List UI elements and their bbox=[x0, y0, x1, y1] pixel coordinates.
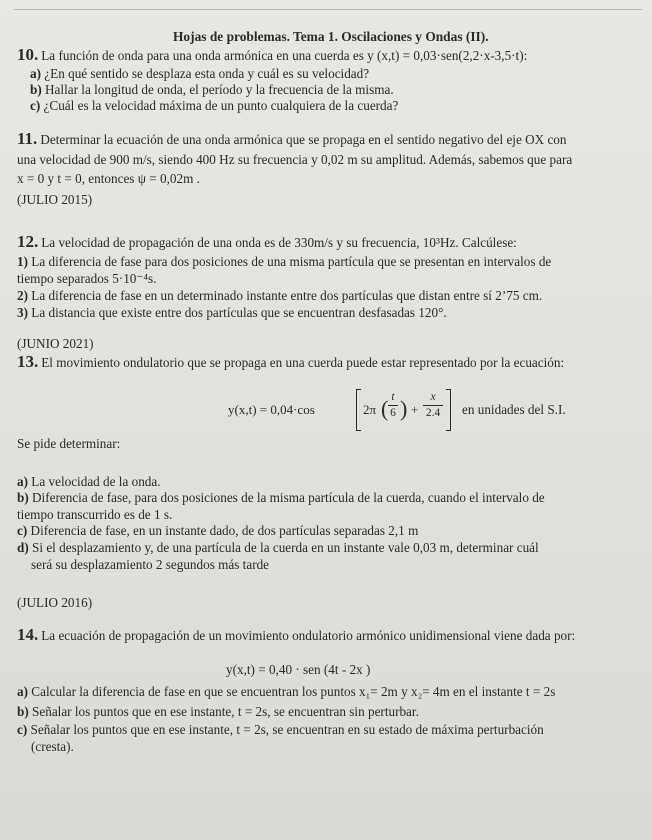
problem-13-a: a) La velocidad de la onda. bbox=[17, 474, 161, 489]
problem-14-b: b) Señalar los puntos que en ese instante, t = 2s, se encuentran sin perturbar. bbox=[17, 704, 419, 719]
problem-12-s3: 3) La distancia que existe entre dos partículas que se encuentran desfasadas 120°. bbox=[17, 305, 447, 320]
problem-10-c: c) ¿Cuál es la velocidad máxima de un punto cualquiera de la cuerda? bbox=[30, 98, 399, 113]
problem-14-c2: (cresta). bbox=[31, 739, 74, 754]
problem-13-ask: Se pide determinar: bbox=[17, 436, 121, 451]
problem-13-tag: (JULIO 2016) bbox=[17, 595, 93, 610]
eq-paren-close: ) bbox=[400, 396, 408, 421]
eq-close-bracket bbox=[446, 389, 451, 431]
problem-13-c: c) Diferencia de fase, en un instante dado, de dos partículas separadas 2,1 m bbox=[17, 523, 419, 538]
problem-12-statement: 12. La velocidad de propagación de una onda es de 330m/s y su frecuencia, 10³Hz. Calcúlese: bbox=[17, 232, 517, 251]
problem-14-number: 14. bbox=[17, 625, 39, 644]
problem-11-tag: (JULIO 2015) bbox=[17, 192, 93, 207]
problem-11-line2: una velocidad de 900 m/s, siendo 400 Hz su frecuencia y 0,02 m su amplitud. Además, sabemos que para bbox=[17, 152, 573, 167]
problem-14-statement: 14. La ecuación de propagación de un movimiento ondulatorio armónico unidimensional viene dada por: bbox=[17, 625, 576, 644]
problem-13-b2: tiempo transcurrido es de 1 s. bbox=[17, 507, 173, 522]
problem-12-s1a: 1) La diferencia de fase para dos posiciones de una misma partícula que se presentan en intervalos de bbox=[17, 254, 552, 269]
problem-11-line1: 11. Determinar la ecuación de una onda armónica que se propaga en el sentido negativo del eje OX con bbox=[17, 129, 567, 148]
problem-12-tag: (JUNIO 2021) bbox=[17, 336, 94, 351]
eq-open-bracket bbox=[356, 389, 361, 431]
problem-12-s1b: tiempo separados 5·10⁻⁴s. bbox=[17, 271, 157, 286]
problem-10-text: La función de onda para una onda armónica en una cuerda es y (x,t) = 0,03·sen(2,2·x-3,5·t): bbox=[41, 48, 528, 63]
problem-13-number: 13. bbox=[17, 352, 39, 371]
problem-11-number: 11. bbox=[17, 129, 38, 148]
eq-plus: + bbox=[411, 402, 419, 417]
problem-10-a: a) ¿En qué sentido se desplaza esta onda y cuál es su velocidad? bbox=[30, 66, 370, 81]
eq-frac-t6: t 6 bbox=[388, 391, 398, 420]
top-rule bbox=[14, 9, 642, 10]
problem-11-line3: x = 0 y t = 0, entonces ψ = 0,02m . bbox=[17, 171, 200, 186]
eq-prefix: y(x,t) = 0,04·cos bbox=[228, 402, 315, 417]
eq-paren-open: ( bbox=[381, 396, 389, 421]
problem-12-s2: 2) La diferencia de fase en un determinado instante entre dos partículas que distan entre sí 2’75 cm. bbox=[17, 288, 543, 303]
eq-2pi: 2π bbox=[363, 402, 377, 417]
problem-13-d1: d) Si el desplazamiento y, de una partícula de la cuerda en un instante vale 0,03 m, determinar cuál bbox=[17, 540, 539, 555]
problem-13-b1: b) Diferencia de fase, para dos posiciones de la misma partícula de la cuerda, cuando el intervalo de bbox=[17, 490, 545, 505]
eq-units: en unidades del S.I. bbox=[462, 402, 566, 417]
problem-12-number: 12. bbox=[17, 232, 39, 251]
problem-14-a: a) Calcular la diferencia de fase en que se encuentran los puntos x₁= 2m y x₂= 4m en el instante t = 2s bbox=[17, 684, 556, 699]
problem-13-statement: 13. El movimiento ondulatorio que se propaga en una cuerda puede estar representado por la ecuación: bbox=[17, 352, 565, 371]
problem-10-statement bbox=[17, 47, 527, 63]
problem-14-equation: y(x,t) = 0,40 · sen (4t - 2x ) bbox=[226, 662, 371, 677]
eq-frac-x24: x 2.4 bbox=[423, 391, 443, 420]
page-title: Hojas de problemas. Tema 1. Oscilaciones y Ondas (II). bbox=[173, 29, 489, 44]
problem-14-c1: c) Señalar los puntos que en ese instante, t = 2s, se encuentran en su estado de máxima perturbación bbox=[17, 722, 544, 737]
problem-10-number: 10. bbox=[17, 45, 39, 64]
problem-13-d2: será su desplazamiento 2 segundos más tarde bbox=[31, 557, 270, 572]
problem-10-b: b) Hallar la longitud de onda, el período y la frecuencia de la misma. bbox=[30, 82, 394, 97]
